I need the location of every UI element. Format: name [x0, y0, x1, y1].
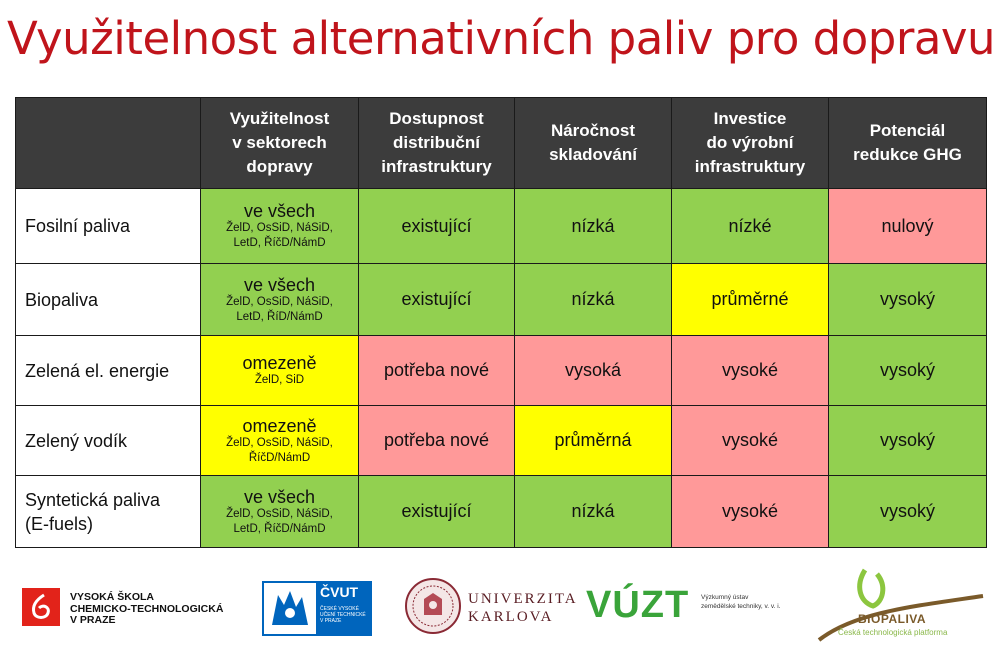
cell-distribution: existující — [359, 264, 515, 336]
row-label: Zelená el. energie — [16, 336, 201, 406]
cell-ghg: vysoký — [829, 406, 987, 476]
header-storage: Náročnost skladování — [515, 98, 672, 189]
usability-sectors: ŽelD, OsSiD, NáSiD, LetD, ŘíčD/NámD — [226, 507, 333, 535]
usability-sectors: ŽelD, OsSiD, NáSiD, LetD, ŘíD/NámD — [226, 295, 333, 323]
usability-main: ve všech — [243, 201, 316, 221]
cell-ghg: nulový — [829, 189, 987, 264]
cell-ghg: vysoký — [829, 336, 987, 406]
table-row — [16, 189, 987, 264]
vuzt-name: Výzkumný ústav zemědělské techniky, v. v. i. — [701, 594, 781, 610]
cell-usability — [201, 264, 359, 336]
table-row — [16, 264, 987, 336]
usability-main: omezeně — [242, 415, 317, 436]
cell-usability — [201, 476, 359, 548]
cvut-sub: ČESKÉ VYSOKÉ UČENÍ TECHNICKÉ V PRAZE — [320, 606, 366, 624]
fuel-comparison-table — [15, 97, 987, 548]
vscht-logo-icon — [22, 588, 60, 626]
vuzt-logo: VÚZT — [586, 584, 690, 626]
cvut-name: ČVUT — [320, 584, 359, 600]
cell-investment: vysoké — [672, 476, 829, 548]
header-usability: Využitelnost v sektorech dopravy — [201, 98, 359, 189]
row-label: Zelený vodík — [16, 406, 201, 476]
cell-investment: vysoké — [672, 406, 829, 476]
cell-investment: vysoké — [672, 336, 829, 406]
cell-usability — [201, 189, 359, 264]
table-row — [16, 406, 987, 476]
cell-storage: vysoká — [515, 336, 672, 406]
cell-ghg: vysoký — [829, 476, 987, 548]
cell-storage: nízká — [515, 264, 672, 336]
row-label: Fosilní paliva — [16, 189, 201, 264]
biopaliva-subtitle: Česká technologická platforma — [838, 628, 948, 637]
cell-usability — [201, 406, 359, 476]
cell-investment: nízké — [672, 189, 829, 264]
header-distribution: Dostupnost distribuční infrastruktury — [359, 98, 515, 189]
cell-usability — [201, 336, 359, 406]
cell-distribution: existující — [359, 189, 515, 264]
row-label: Biopaliva — [16, 264, 201, 336]
cell-distribution: potřeba nové — [359, 336, 515, 406]
cell-storage: nízká — [515, 476, 672, 548]
cell-ghg: vysoký — [829, 264, 987, 336]
biopaliva-name: BIOPALIVA — [858, 612, 927, 626]
table-header-row — [16, 98, 987, 189]
table-row — [16, 476, 987, 548]
cell-distribution: potřeba nové — [359, 406, 515, 476]
header-corner — [16, 98, 201, 189]
partner-logos — [0, 560, 1002, 668]
vscht-name: VYSOKÁ ŠKOLA CHEMICKO-TECHNOLOGICKÁ V PRAZE — [70, 591, 224, 626]
page-title: Využitelnost alternativních paliv pro dopravu — [6, 12, 996, 65]
header-ghg: Potenciál redukce GHG — [829, 98, 987, 189]
table-row — [16, 336, 987, 406]
uk-seal-icon — [404, 577, 462, 635]
cell-storage: průměrná — [515, 406, 672, 476]
uk-name: UNIVERZITA KARLOVA — [468, 591, 578, 625]
cell-distribution: existující — [359, 476, 515, 548]
usability-sectors: ŽelD, OsSiD, NáSiD, LetD, ŘíčD/NámD — [226, 222, 333, 249]
usability-main: omezeně — [242, 353, 317, 373]
usability-main: ve všech — [243, 486, 316, 507]
cell-storage: nízká — [515, 189, 672, 264]
usability-sectors: ŽelD, OsSiD, NáSiD, ŘíčD/NámD — [226, 436, 333, 464]
header-investment: Investice do výrobní infrastruktury — [672, 98, 829, 189]
usability-main: ve všech — [243, 274, 316, 295]
usability-sectors: ŽelD, SiD — [254, 374, 305, 386]
cell-investment: průměrné — [672, 264, 829, 336]
row-label: Syntetická paliva (E-fuels) — [16, 476, 201, 548]
